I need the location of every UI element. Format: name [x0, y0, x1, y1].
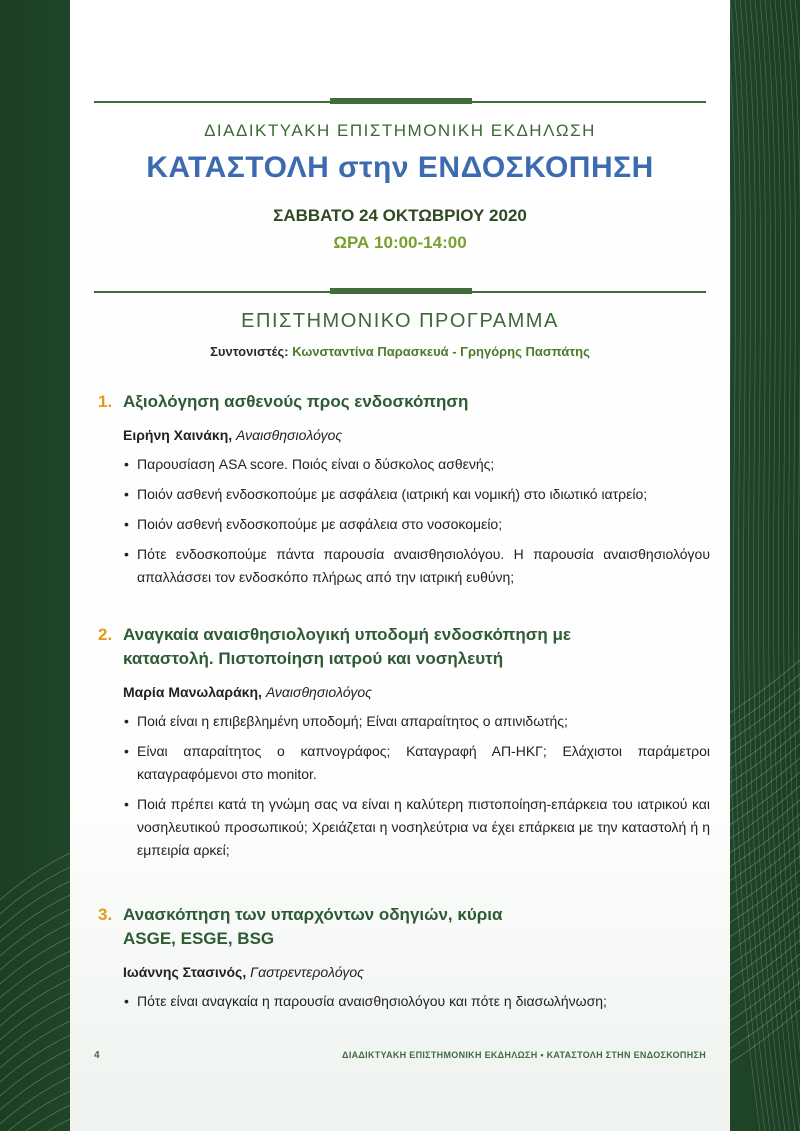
list-item: • Ποιόν ασθενή ενδοσκοπούμε με ασφάλεια στο νοσοκομείο;	[98, 513, 710, 536]
speaker-name: Ειρήνη Χαινάκη,	[123, 427, 233, 443]
section-heading	[98, 390, 710, 414]
section-number: 2.	[98, 625, 113, 644]
page-number: 4	[94, 1050, 100, 1061]
header-bottom-rule	[94, 291, 706, 293]
header-top-rule	[94, 101, 706, 103]
list-item: • Παρουσίαση ASA score. Ποιός είναι ο δύσκολος ασθενής;	[98, 453, 710, 476]
list-item: • Πότε είναι αναγκαία η παρουσία αναισθησιολόγου και πότε η διασωλήνωση;	[98, 990, 710, 1013]
speaker	[123, 425, 710, 445]
section-heading	[98, 623, 603, 671]
speaker	[123, 682, 710, 702]
section-number: 1.	[98, 392, 113, 411]
section-1	[98, 390, 710, 596]
event-time: ΩΡΑ 10:00-14:00	[333, 233, 467, 252]
coordinators-label: Συντονιστές:	[210, 344, 289, 359]
topic-list	[98, 990, 710, 1013]
coordinators-line	[70, 344, 730, 359]
program-title: ΕΠΙΣΤΗΜΟΝΙΚΟ ΠΡΟΓΡΑΜΜΑ	[241, 310, 559, 332]
list-item: • Ποιόν ασθενή ενδοσκοπούμε με ασφάλεια (ιατρική και νομική) στο ιδιωτικό ιατρείο;	[98, 483, 710, 506]
list-item: • Πότε ενδοσκοπούμε πάντα παρουσία αναισθησιολόγου. Η παρουσία αναισθησιολόγου απαλλάσσει τον ενδοσκόπο πλήρως από την ιατρική ευθύνη;	[98, 543, 710, 589]
coordinators-names: Κωνσταντίνα Παρασκευά - Γρηγόρης Πασπάτης	[292, 344, 590, 359]
section-title: Ανασκόπηση των υπαρχόντων οδηγιών, κύρια ASGE, ESGE, BSG	[123, 905, 503, 948]
footer-text: ΔΙΑΔΙΚΤΥΑΚΗ ΕΠΙΣΤΗΜΟΝΙΚΗ ΕΚΔΗΛΩΣΗ • ΚΑΤΑΣΤΟΛΗ ΣΤΗΝ ΕΝΔΟΣΚΟΠΗΣΗ	[342, 1050, 706, 1060]
section-2	[98, 623, 710, 869]
section-heading	[98, 903, 523, 951]
event-title: ΚΑΤΑΣΤΟΛΗ στην ΕΝΔΟΣΚΟΠΗΣΗ	[146, 151, 654, 184]
list-item: • Ποιά είναι η επιβεβλημένη υποδομή; Είναι απαραίτητος ο απινιδωτής;	[98, 710, 710, 733]
section-title: Αξιολόγηση ασθενούς προς ενδοσκόπηση	[123, 392, 469, 411]
speaker-role: Γαστρεντερολόγος	[250, 964, 364, 980]
speaker-role: Αναισθησιολόγος	[265, 684, 372, 700]
section-title: Αναγκαία αναισθησιολογική υποδομή ενδοσκόπηση με καταστολή. Πιστοποίηση ιατρού και νοσηλευτή	[123, 625, 571, 668]
speaker-role: Αναισθησιολόγος	[236, 427, 343, 443]
speaker	[123, 962, 710, 982]
speaker-name: Μαρία Μανωλαράκη,	[123, 684, 262, 700]
speaker-name: Ιωάννης Στασινός,	[123, 964, 247, 980]
list-item: • Είναι απαραίτητος ο καπνογράφος; Καταγραφή ΑΠ-ΗΚΓ; Ελάχιστοι παράμετροι καταγραφόμενοι στο monitor.	[98, 740, 710, 786]
list-item: • Ποιά πρέπει κατά τη γνώμη σας να είναι η καλύτερη πιστοποίηση-επάρκεια του ιατρικού και νοσηλευτικού προσωπικού; Χρειάζεται η νοσηλεύτρια να έχει επάρκεια με την καταστολή ή η εμπειρία αρκεί;	[98, 793, 710, 862]
event-date: ΣΑΒΒΑΤΟ 24 ΟΚΤΩΒΡΙΟΥ 2020	[273, 206, 527, 225]
section-3	[98, 903, 710, 1020]
topic-list	[98, 453, 710, 589]
event-kicker: ΔΙΑΔΙΚΤΥΑΚΗ ΕΠΙΣΤΗΜΟΝΙΚΗ ΕΚΔΗΛΩΣΗ	[204, 121, 596, 140]
topic-list	[98, 710, 710, 862]
section-number: 3.	[98, 905, 113, 924]
document-page	[70, 0, 730, 1131]
